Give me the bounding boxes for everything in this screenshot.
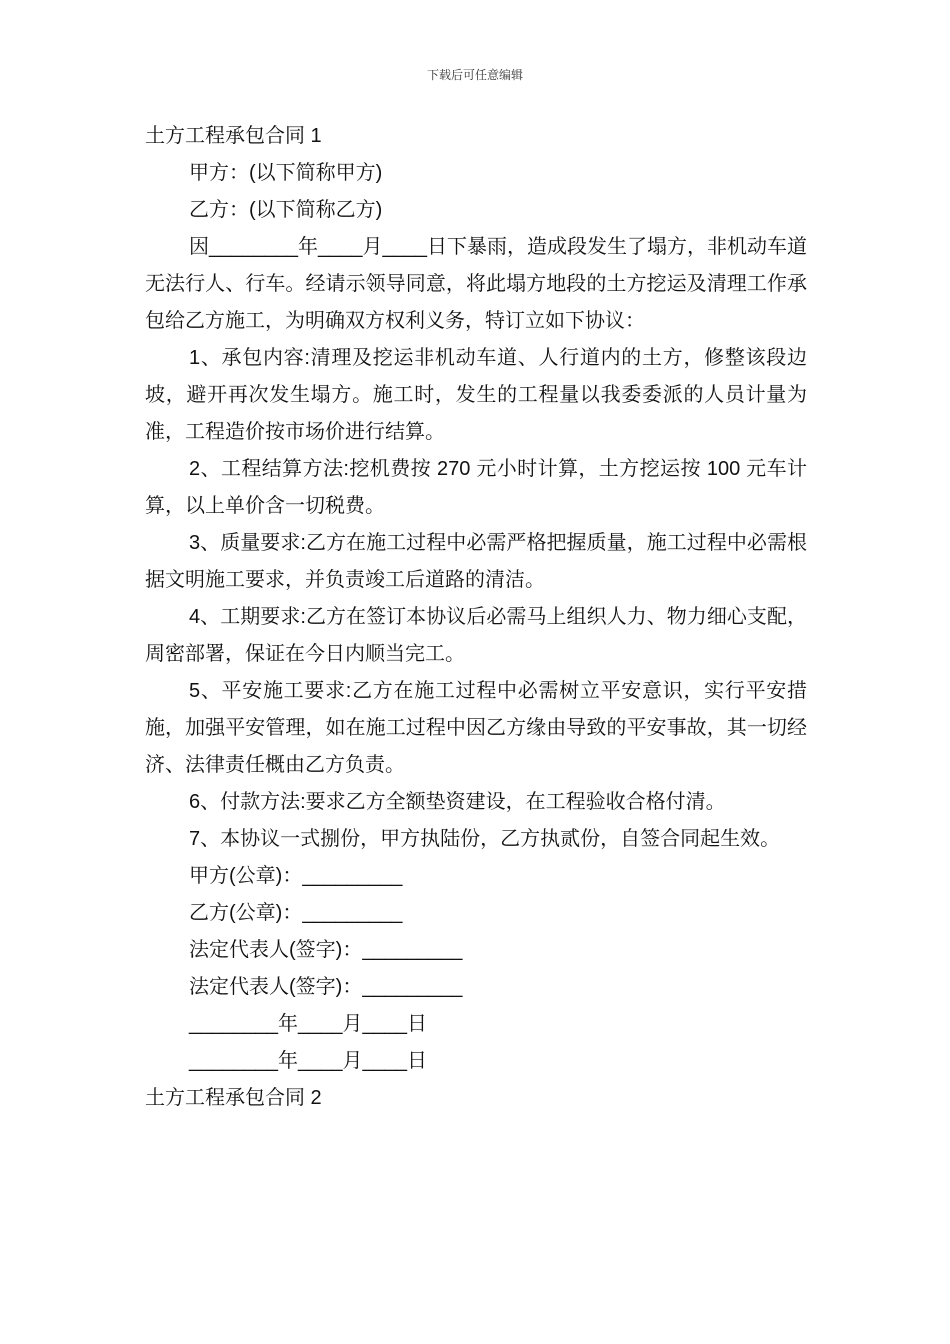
party-a-seal-line: 甲方(公章)：_________: [189, 865, 403, 887]
clause-6: 6、付款方法:要求乙方全额垫资建设，在工程验收合格付清。: [189, 791, 726, 813]
intro-paragraph: 因________年____月____日下暴雨，造成段发生了塌方，非机动车道无法行人、行车。经请示领导同意，将此塌方地段的土方挖运及清理工作承包给乙方施工，为明确双方权利义务，特订立如下协议：: [145, 236, 807, 332]
document-title-2: 土方工程承包合同 2: [145, 1087, 322, 1109]
page-header: 下载后可任意编辑: [426, 68, 523, 82]
date-line-1: ________年____月____日: [189, 1013, 427, 1035]
clause-1: 1、承包内容:清理及挖运非机动车道、人行道内的土方，修整该段边坡，避开再次发生塌方。施工时，发生的工程量以我委委派的人员计量为准，工程造价按市场价进行结算。: [145, 347, 807, 443]
clause-5: 5、平安施工要求:乙方在施工过程中必需树立平安意识，实行平安措施，加强平安管理，如在施工过程中因乙方缘由导致的平安事故，其一切经济、法律责任概由乙方负责。: [145, 680, 807, 776]
party-b-line: 乙方：(以下简称乙方): [189, 199, 383, 221]
document-body: [145, 118, 807, 1117]
document-title-1: 土方工程承包合同 1: [145, 125, 322, 147]
legal-rep-line-2: 法定代表人(签字)：_________: [189, 976, 463, 998]
legal-rep-line-1: 法定代表人(签字)：_________: [189, 939, 463, 961]
date-line-2: ________年____月____日: [189, 1050, 427, 1072]
party-b-seal-line: 乙方(公章)：_________: [189, 902, 403, 924]
clause-3: 3、质量要求:乙方在施工过程中必需严格把握质量，施工过程中必需根据文明施工要求，并负责竣工后道路的清洁。: [145, 532, 807, 591]
clause-7: 7、本协议一式捌份，甲方执陆份，乙方执贰份，自签合同起生效。: [189, 828, 781, 850]
party-a-line: 甲方：(以下简称甲方): [189, 162, 383, 184]
clause-4: 4、工期要求:乙方在签订本协议后必需马上组织人力、物力细心支配，周密部署，保证在今日内顺当完工。: [145, 606, 807, 665]
clause-2: 2、工程结算方法:挖机费按 270 元小时计算，土方挖运按 100 元车计算，以上单价含一切税费。: [145, 458, 807, 517]
